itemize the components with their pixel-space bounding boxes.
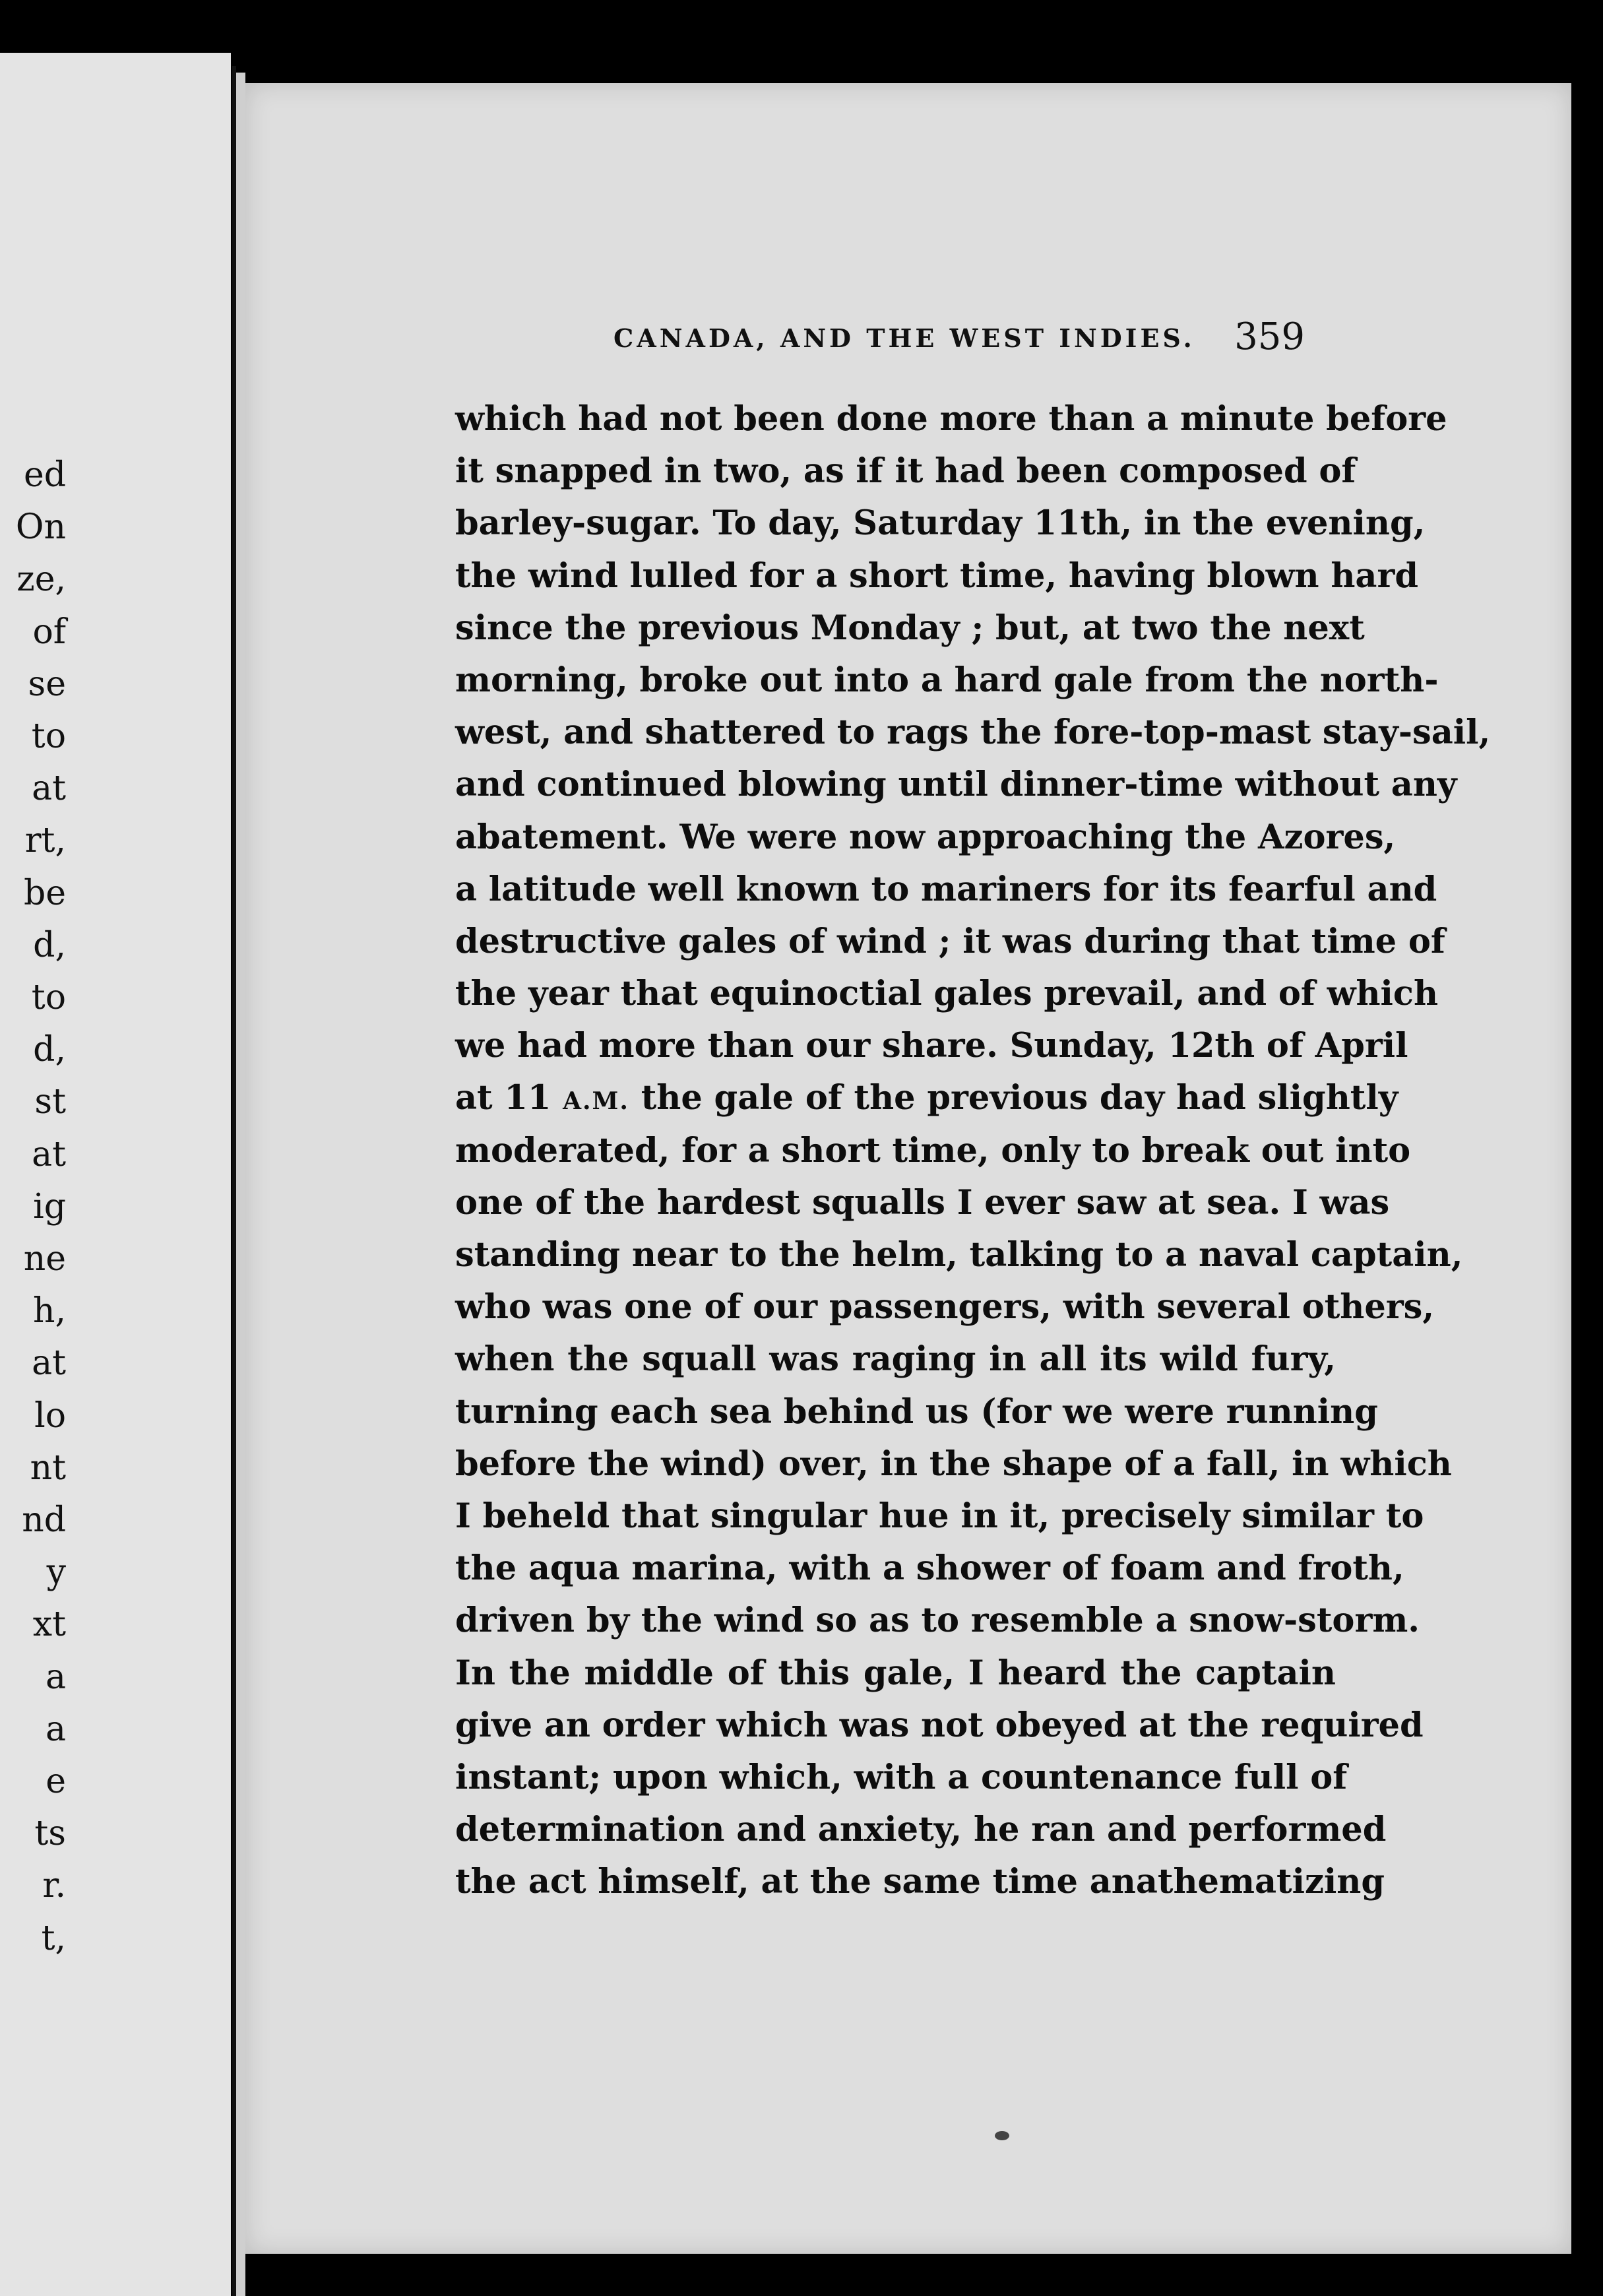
left-line-fragment: a — [45, 1709, 66, 1749]
text-line: barley-sugar. To day, Saturday 11th, in the evening, — [455, 503, 1426, 544]
left-line-fragment: nt — [30, 1448, 66, 1488]
left-line-fragment: ts — [34, 1814, 66, 1854]
text-line: it snapped in two, as if it had been composed of — [455, 451, 1356, 492]
text-line: before the wind) over, in the shape of a fall, in which — [455, 1444, 1452, 1484]
text-line: destructive gales of wind ; it was during that time of — [455, 921, 1445, 961]
text-line: I beheld that singular hue in it, precisely similar to — [455, 1496, 1424, 1536]
text-line: In the middle of this gale, I heard the captain — [455, 1653, 1336, 1693]
left-line-fragment: r. — [42, 1866, 66, 1906]
text-line: since the previous Monday ; but, at two the next — [455, 608, 1365, 648]
text-line: a latitude well known to mariners for its fearful and — [455, 869, 1437, 909]
left-line-fragment: ze, — [16, 559, 66, 600]
left-line-fragment: h, — [32, 1291, 66, 1331]
left-line-fragment: to — [31, 978, 66, 1018]
text-line: instant; upon which, with a countenance full of — [455, 1757, 1348, 1797]
text-line: and continued blowing until dinner-time without any — [455, 765, 1457, 805]
left-line-fragment: ed — [23, 455, 66, 495]
left-page-line-fragments — [0, 449, 66, 1965]
text-line: at 11 A.M. the gale of the previous day had slightly — [455, 1078, 1399, 1118]
left-line-fragment: d, — [33, 925, 66, 965]
small-caps-abbreviation: A.M. — [563, 1087, 629, 1116]
text-line: driven by the wind so as to resemble a snow-storm. — [455, 1601, 1420, 1641]
text-line: the aqua marina, with a shower of foam and froth, — [455, 1548, 1404, 1589]
left-line-fragment: be — [23, 873, 66, 913]
left-line-fragment: ne — [23, 1239, 66, 1279]
left-line-fragment: t, — [41, 1918, 66, 1958]
left-line-fragment: lo — [34, 1395, 66, 1436]
left-line-fragment: ig — [33, 1186, 66, 1227]
left-line-fragment: a — [45, 1657, 66, 1697]
text-line: the act himself, at the same time anathematizing — [455, 1862, 1385, 1902]
ink-speck — [995, 2131, 1009, 2140]
page-number: 359 — [1234, 315, 1305, 358]
text-line: abatement. We were now approaching the Azores, — [455, 817, 1396, 857]
text-line: turning each sea behind us (for we were running — [455, 1391, 1378, 1432]
running-title: CANADA, AND THE WEST INDIES. — [613, 323, 1195, 353]
left-line-fragment: e — [46, 1762, 66, 1802]
left-line-fragment: of — [32, 612, 66, 652]
left-line-fragment: nd — [22, 1500, 66, 1541]
text-line: which had not been done more than a minute before — [455, 399, 1447, 439]
text-line: give an order which was not obeyed at the required — [455, 1705, 1424, 1745]
text-line: the year that equinoctial gales prevail, and of which — [455, 974, 1439, 1014]
body-text — [455, 393, 1491, 1908]
book-gutter-shadow — [236, 73, 245, 2296]
left-line-fragment: se — [28, 664, 66, 704]
running-head — [613, 315, 1339, 359]
left-line-fragment: st — [34, 1082, 66, 1122]
text-line: one of the hardest squalls I ever saw at sea. I was — [455, 1182, 1390, 1223]
text-line: the wind lulled for a short time, having blown hard — [455, 556, 1418, 596]
left-facing-page — [0, 53, 231, 2296]
left-line-fragment: On — [15, 507, 66, 548]
text-line: west, and shattered to rags the fore-top-mast stay-sail, — [455, 713, 1491, 753]
left-line-fragment: at — [32, 1134, 66, 1174]
text-line: moderated, for a short time, only to break out into — [455, 1130, 1411, 1170]
left-line-fragment: rt, — [24, 821, 66, 861]
text-line: determination and anxiety, he ran and performed — [455, 1810, 1387, 1850]
left-line-fragment: to — [31, 717, 66, 757]
left-line-fragment: at — [32, 1343, 66, 1384]
left-line-fragment: xt — [32, 1605, 66, 1645]
text-line: who was one of our passengers, with several others, — [455, 1287, 1435, 1327]
left-line-fragment: y — [46, 1552, 66, 1593]
text-line: when the squall was raging in all its wild fury, — [455, 1339, 1336, 1380]
left-line-fragment: at — [32, 769, 66, 809]
text-line: morning, broke out into a hard gale from the north- — [455, 660, 1439, 700]
left-line-fragment: d, — [33, 1030, 66, 1070]
text-line: standing near to the helm, talking to a naval captain, — [455, 1235, 1463, 1275]
text-line: we had more than our share. Sunday, 12th of April — [455, 1026, 1408, 1066]
